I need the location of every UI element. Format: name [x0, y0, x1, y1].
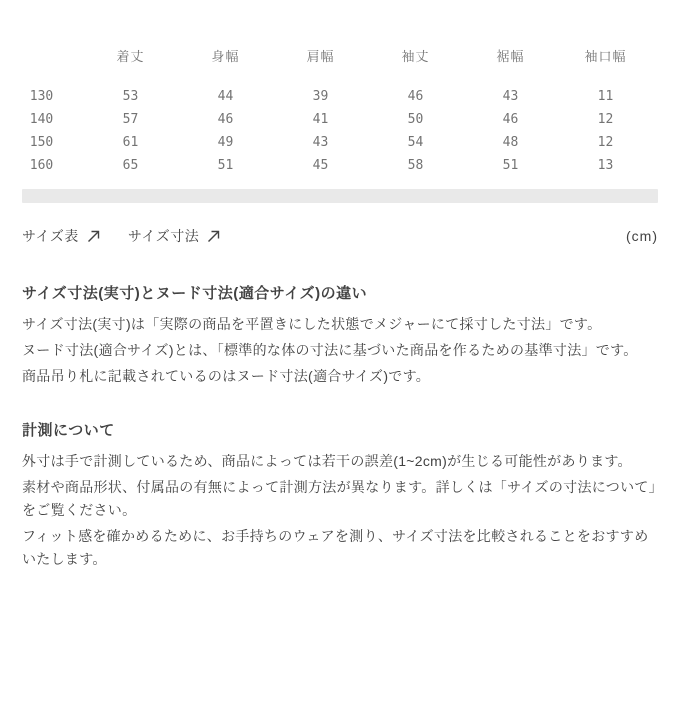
cell-160-cuff-width: 13 — [597, 158, 614, 173]
column-header-cuff-width: 袖口幅 — [584, 49, 627, 64]
section-paragraph: 商品吊り札に記載されているのはヌード寸法(適合サイズ)です。 — [22, 368, 431, 384]
table-scrollbar[interactable] — [22, 189, 658, 203]
cell-130-cuff-width: 11 — [597, 89, 614, 104]
cell-160-shoulder-width: 45 — [312, 158, 329, 173]
section-size-spec-difference — [22, 282, 658, 388]
section-paragraph: 素材や商品形状、付属品の有無によって計測方法が異なります。詳しくは「サイズの寸法について」をご覧ください。 — [22, 479, 656, 518]
column-header-sleeve-length: 袖丈 — [401, 49, 430, 64]
cell-130-length: 53 — [122, 89, 139, 104]
column-header-shoulder-width: 肩幅 — [306, 49, 335, 64]
column-header-body-width: 身幅 — [211, 49, 240, 64]
section-paragraph: サイズ寸法(実寸)は「実際の商品を平置きにした状態でメジャーにて採寸した寸法」です。 — [22, 316, 602, 332]
column-header-length: 着丈 — [116, 49, 145, 64]
row-label-150: 150 — [29, 135, 54, 150]
cell-150-hem-width: 48 — [502, 135, 519, 150]
cell-160-body-width: 51 — [217, 158, 234, 173]
external-link-arrow-icon — [87, 230, 100, 243]
cell-160-hem-width: 51 — [502, 158, 519, 173]
cell-140-body-width: 46 — [217, 112, 234, 127]
table-corner-cell — [0, 46, 83, 85]
section-heading: サイズ寸法(実寸)とヌード寸法(適合サイズ)の違い — [22, 285, 368, 302]
row-label-140: 140 — [29, 112, 54, 127]
cell-140-hem-width: 46 — [502, 112, 519, 127]
cell-140-length: 57 — [122, 112, 139, 127]
cell-140-shoulder-width: 41 — [312, 112, 329, 127]
cell-150-shoulder-width: 43 — [312, 135, 329, 150]
section-paragraph: ヌード寸法(適合サイズ)とは、「標準的な体の寸法に基づいた商品を作るための基準寸法」です。 — [22, 342, 638, 358]
section-measurement-info — [22, 419, 658, 571]
size-chart-link-label: サイズ表 — [22, 228, 79, 244]
size-chart-link[interactable] — [22, 226, 100, 246]
cell-150-sleeve-length: 54 — [407, 135, 424, 150]
cell-130-body-width: 44 — [217, 89, 234, 104]
cell-150-cuff-width: 12 — [597, 135, 614, 150]
cell-160-sleeve-length: 58 — [407, 158, 424, 173]
cell-130-shoulder-width: 39 — [312, 89, 329, 104]
column-header-hem-width: 裾幅 — [496, 49, 525, 64]
cell-130-sleeve-length: 46 — [407, 89, 424, 104]
external-link-arrow-icon — [207, 230, 220, 243]
size-spec-link[interactable] — [128, 226, 220, 246]
table-links-row — [22, 226, 658, 246]
unit-label-cm: (cm) — [626, 228, 658, 244]
section-paragraph: 外寸は手で計測しているため、商品によっては若干の誤差(1~2cm)が生じる可能性があります。 — [22, 453, 632, 469]
cell-150-length: 61 — [122, 135, 139, 150]
cell-140-sleeve-length: 50 — [407, 112, 424, 127]
cell-130-hem-width: 43 — [502, 89, 519, 104]
cell-160-length: 65 — [122, 158, 139, 173]
size-table — [0, 46, 680, 177]
section-heading: 計測について — [22, 422, 115, 439]
cell-140-cuff-width: 12 — [597, 112, 614, 127]
row-label-160: 160 — [29, 158, 54, 173]
section-paragraph: フィット感を確かめるために、お手持ちのウェアを測り、サイズ寸法を比較されることをおすすめいたします。 — [22, 528, 649, 567]
row-label-130: 130 — [29, 89, 54, 104]
cell-150-body-width: 49 — [217, 135, 234, 150]
size-spec-link-label: サイズ寸法 — [127, 228, 200, 244]
